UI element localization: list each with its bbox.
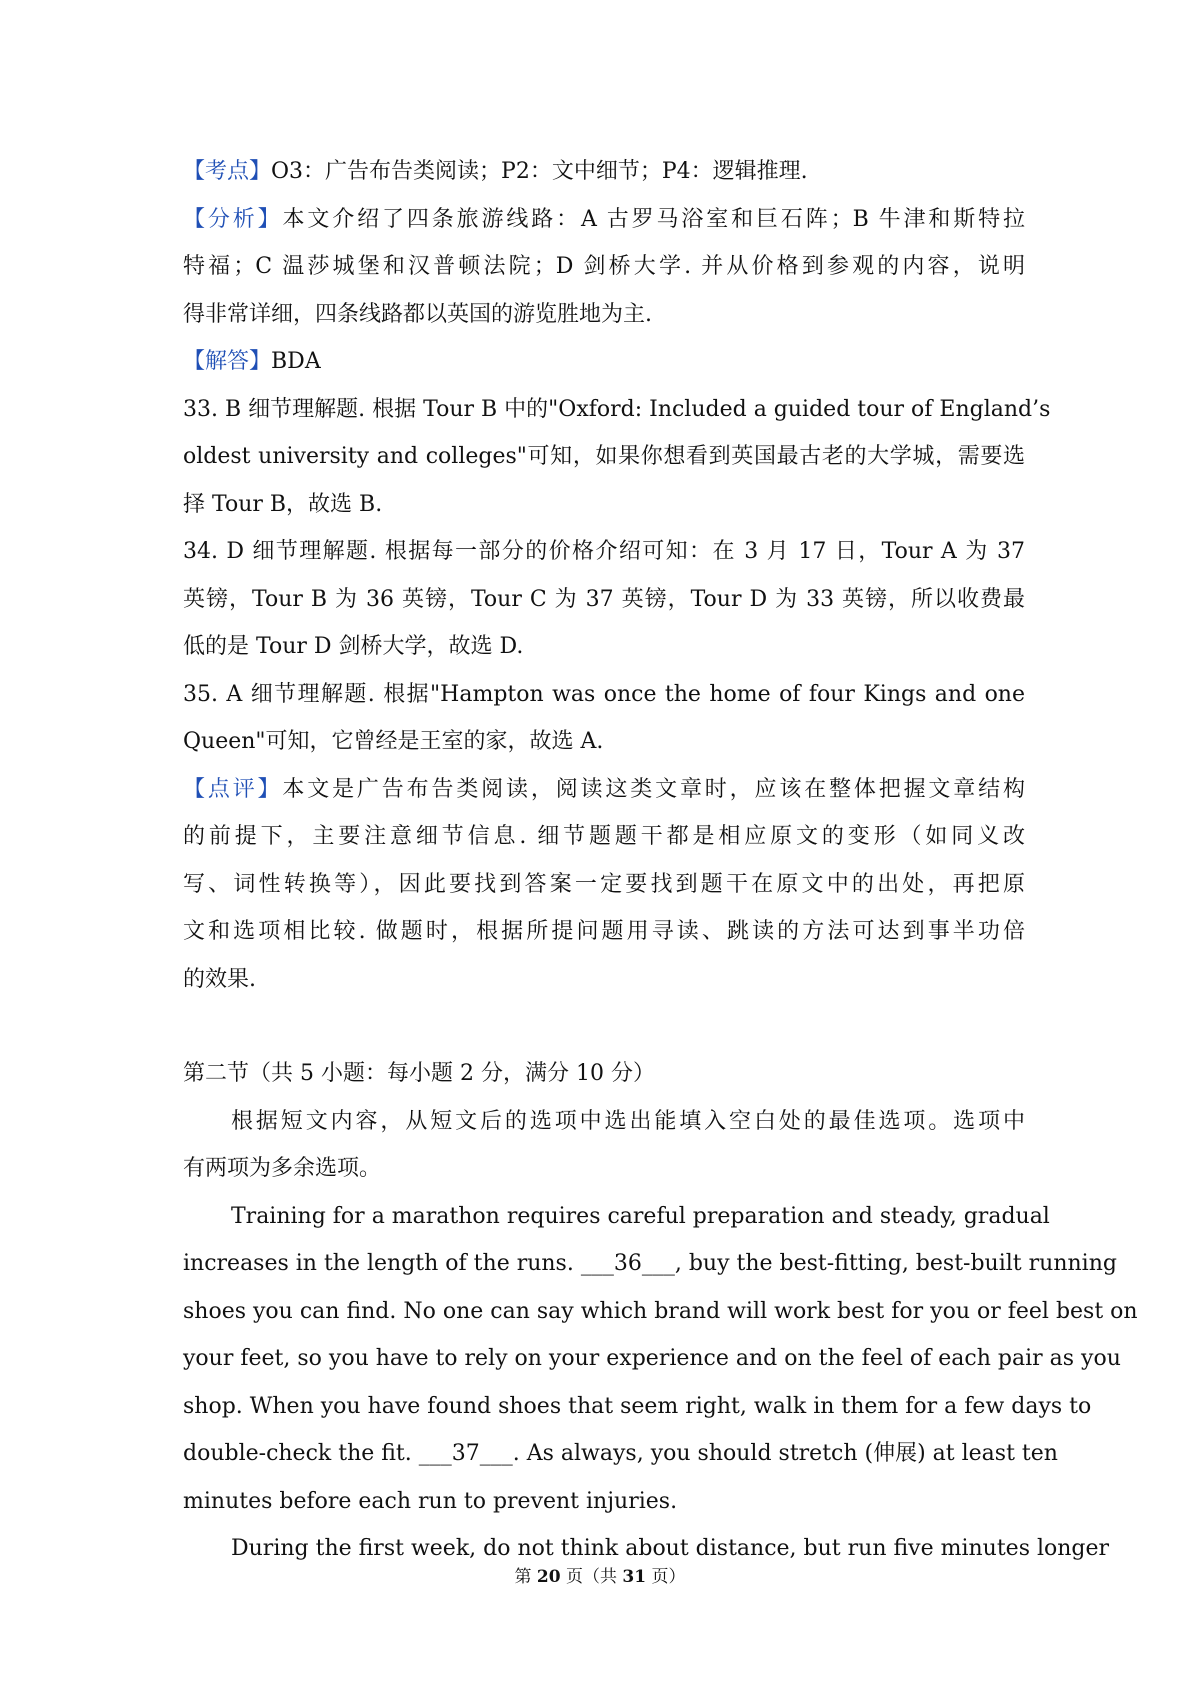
q33-line-3: 择 Tour B，故选 B. (183, 491, 383, 517)
footer-page-number: 20 (536, 1567, 561, 1587)
dianping-line-5: 的效果. (183, 966, 256, 992)
kaodian-line (183, 148, 1025, 196)
jieda-line (183, 338, 1025, 386)
passage-line-4: your feet, so you have to rely on your experience and on the feel of each pair as you (183, 1346, 1121, 1371)
passage-line-1: Training for a marathon requires careful preparation and steady, gradual (231, 1203, 1050, 1229)
passage-line-2: increases in the length of the runs. ___36___, buy the best-fitting, best-built running (183, 1251, 1117, 1276)
fenxi-tag: 【分析】 (183, 206, 283, 232)
document-body (183, 148, 1138, 1573)
footer-total-pages: 31 (622, 1567, 647, 1587)
q34-line-3: 低的是 Tour D 剑桥大学，故选 D. (183, 634, 524, 659)
dianping-text: 本文是广告布告类阅读，阅读这类文章时，应该在整体把握文章结构 (282, 776, 1025, 802)
q35-line-1: 35. A 细节理解题. 根据"Hampton was once the home of four Kings and one (183, 681, 1025, 707)
q34-line-1: 34. D 细节理解题. 根据每一部分的价格介绍可知：在 3 月 17 日，Tour A 为 37 (183, 539, 1025, 564)
kaodian-text: O3：广告布告类阅读；P2：文中细节；P4：逻辑推理. (271, 159, 808, 184)
q33-line-2: oldest university and colleges"可知，如果你想看到英国最古老的大学城，需要选 (183, 444, 1025, 469)
fenxi-line-1 (183, 196, 1025, 244)
dianping-line-3: 写、词性转换等），因此要找到答案一定要找到题干在原文中的出处，再把原 (183, 871, 1025, 897)
q34-line-2: 英镑，Tour B 为 36 英镑，Tour C 为 37 英镑，Tour D 为 33 英镑，所以收费最 (183, 586, 1025, 612)
q33-line-1: 33. B 细节理解题. 根据 Tour B 中的"Oxford: Included a guided tour of England’s (183, 396, 1051, 422)
page-footer (0, 1562, 1200, 1587)
instruction-line-1: 根据短文内容，从短文后的选项中选出能填入空白处的最佳选项。选项中 (231, 1108, 1025, 1134)
fenxi-line-3: 得非常详细，四条线路都以英国的游览胜地为主. (183, 301, 652, 327)
fenxi-text: 本文介绍了四条旅游线路：A 古罗马浴室和巨石阵；B 牛津和斯特拉 (282, 206, 1025, 232)
dianping-tag: 【点评】 (183, 776, 283, 802)
instruction-line-2: 有两项为多余选项。 (183, 1156, 382, 1181)
footer-suffix: 页） (646, 1567, 686, 1587)
footer-middle: 页（共 (560, 1567, 623, 1587)
footer-prefix: 第 (514, 1567, 537, 1587)
fenxi-line-2: 特福；C 温莎城堡和汉普顿法院；D 剑桥大学. 并从价格到参观的内容，说明 (183, 254, 1025, 279)
dianping-line-2: 的前提下，主要注意细节信息. 细节题题干都是相应原文的变形（如同义改 (183, 824, 1025, 849)
jieda-text: BDA (271, 349, 321, 374)
section-heading: 第二节（共 5 小题：每小题 2 分，满分 10 分） (183, 1061, 655, 1086)
passage-line-3: shoes you can find. No one can say which brand will work best for you or feel best on (183, 1298, 1138, 1324)
dianping-line-4: 文和选项相比较. 做题时，根据所提问题用寻读、跳读的方法可达到事半功倍 (183, 919, 1025, 944)
dianping-line-1 (183, 766, 1025, 814)
passage-line-6: double-check the fit. ___37___. As always, you should stretch (伸展) at least ten (183, 1441, 1058, 1466)
q35-line-2: Queen"可知，它曾经是王室的家，故选 A. (183, 729, 604, 754)
jieda-tag: 【解答】 (183, 349, 272, 374)
passage-line-7: minutes before each run to prevent injuries. (183, 1488, 678, 1514)
passage-p2-line-1: During the first week, do not think about distance, but run five minutes longer (231, 1536, 1110, 1561)
passage-line-5: shop. When you have found shoes that seem right, walk in them for a few days to (183, 1393, 1092, 1419)
kaodian-tag: 【考点】 (183, 159, 272, 184)
